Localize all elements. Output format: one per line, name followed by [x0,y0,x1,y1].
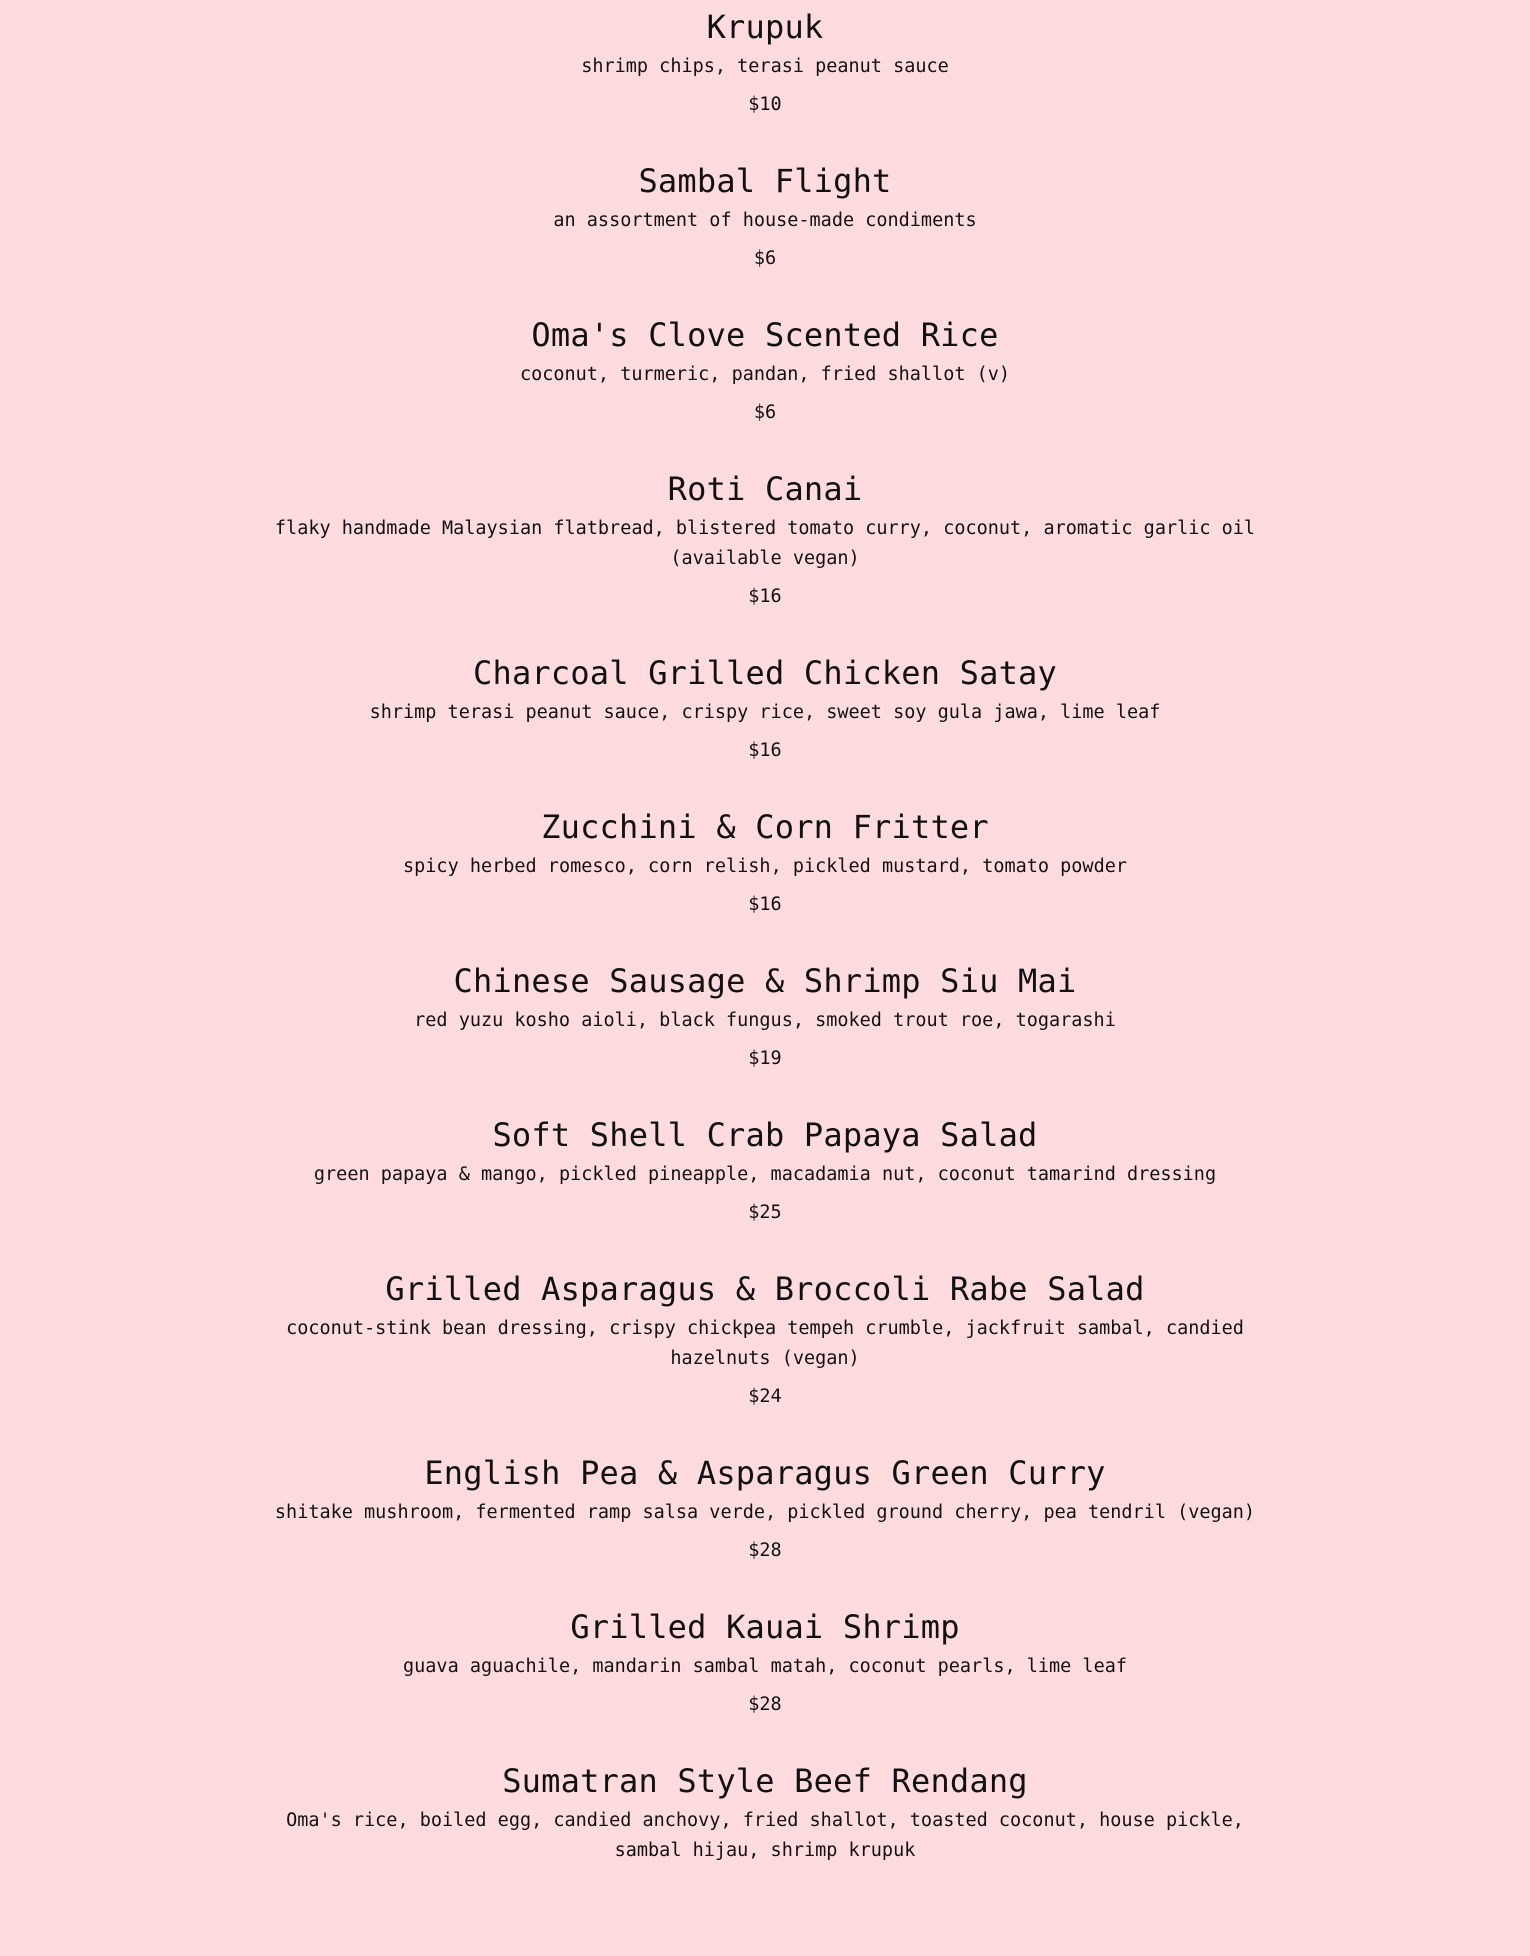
menu-item-price: $10 [748,94,782,115]
menu-item-description: shitake mushroom, fermented ramp salsa verde, pickled ground cherry, pea tendril (vegan) [274,1502,1256,1523]
menu-item-description: flaky handmade Malaysian flatbread, blistered tomato curry, coconut, aromatic garlic oil (available vegan) [274,518,1256,569]
menu-item-soft-shell-crab-salad [265,1114,1265,1228]
menu-item-price: $24 [748,1386,782,1407]
menu-item-name: Grilled Asparagus & Broccoli Rabe Salad [385,1270,1145,1308]
menu-item-beef-rendang [265,1760,1265,1866]
menu-item-name: Soft Shell Crab Papaya Salad [492,1116,1038,1154]
menu-item-description: red yuzu kosho aioli, black fungus, smoked trout roe, togarashi [414,1010,1116,1031]
menu-item-name: Grilled Kauai Shrimp [570,1608,960,1646]
menu-item-description: green papaya & mango, pickled pineapple, macadamia nut, coconut tamarind dressing [313,1164,1217,1185]
menu-item-description: guava aguachile, mandarin sambal matah, coconut pearls, lime leaf [403,1656,1127,1677]
menu-item-name: Sambal Flight [638,162,892,200]
menu-item-zucchini-corn-fritter [265,806,1265,920]
menu-item-name: Oma's Clove Scented Rice [531,316,999,354]
menu-item-name: Krupuk [706,8,824,46]
menu-item-price: $28 [748,1540,782,1561]
menu-item-asparagus-broccoli-rabe-salad [265,1268,1265,1412]
menu-item-description: coconut-stink bean dressing, crispy chickpea tempeh crumble, jackfruit sambal, candied hazelnuts (vegan) [286,1318,1244,1369]
menu-item-name: Roti Canai [667,470,863,508]
menu-item-description: Oma's rice, boiled egg, candied anchovy, fried shallot, toasted coconut, house pickle, sambal hijau, shrimp krupuk [286,1810,1244,1861]
menu-item-name: Charcoal Grilled Chicken Satay [473,654,1057,692]
menu-item-sambal-flight [265,160,1265,274]
menu-item-description: spicy herbed romesco, corn relish, pickled mustard, tomato powder [403,856,1127,877]
menu-item-price: $16 [748,740,782,761]
menu-item-price: $16 [748,894,782,915]
menu-item-krupuk [265,6,1265,120]
menu-list [265,0,1265,1866]
menu-item-price: $16 [748,586,782,607]
menu-item-name: English Pea & Asparagus Green Curry [424,1454,1106,1492]
menu-item-kauai-shrimp [265,1606,1265,1720]
menu-item-name: Zucchini & Corn Fritter [541,808,989,846]
menu-item-description: shrimp chips, terasi peanut sauce [581,56,949,77]
menu-item-siu-mai [265,960,1265,1074]
menu-item-price: $6 [753,248,777,269]
menu-item-price: $28 [748,1694,782,1715]
menu-item-roti-canai [265,468,1265,612]
menu-item-price: $19 [748,1048,782,1069]
menu-item-green-curry [265,1452,1265,1566]
menu-item-price: $25 [748,1202,782,1223]
menu-item-name: Chinese Sausage & Shrimp Siu Mai [453,962,1077,1000]
menu-item-description: an assortment of house-made condiments [553,210,977,231]
menu-item-description: shrimp terasi peanut sauce, crispy rice, sweet soy gula jawa, lime leaf [369,702,1161,723]
menu-item-price: $6 [753,402,777,423]
menu-item-omas-clove-scented-rice [265,314,1265,428]
menu-item-chicken-satay [265,652,1265,766]
menu-item-description: coconut, turmeric, pandan, fried shallot (v) [519,364,1011,385]
menu-item-name: Sumatran Style Beef Rendang [502,1762,1028,1800]
